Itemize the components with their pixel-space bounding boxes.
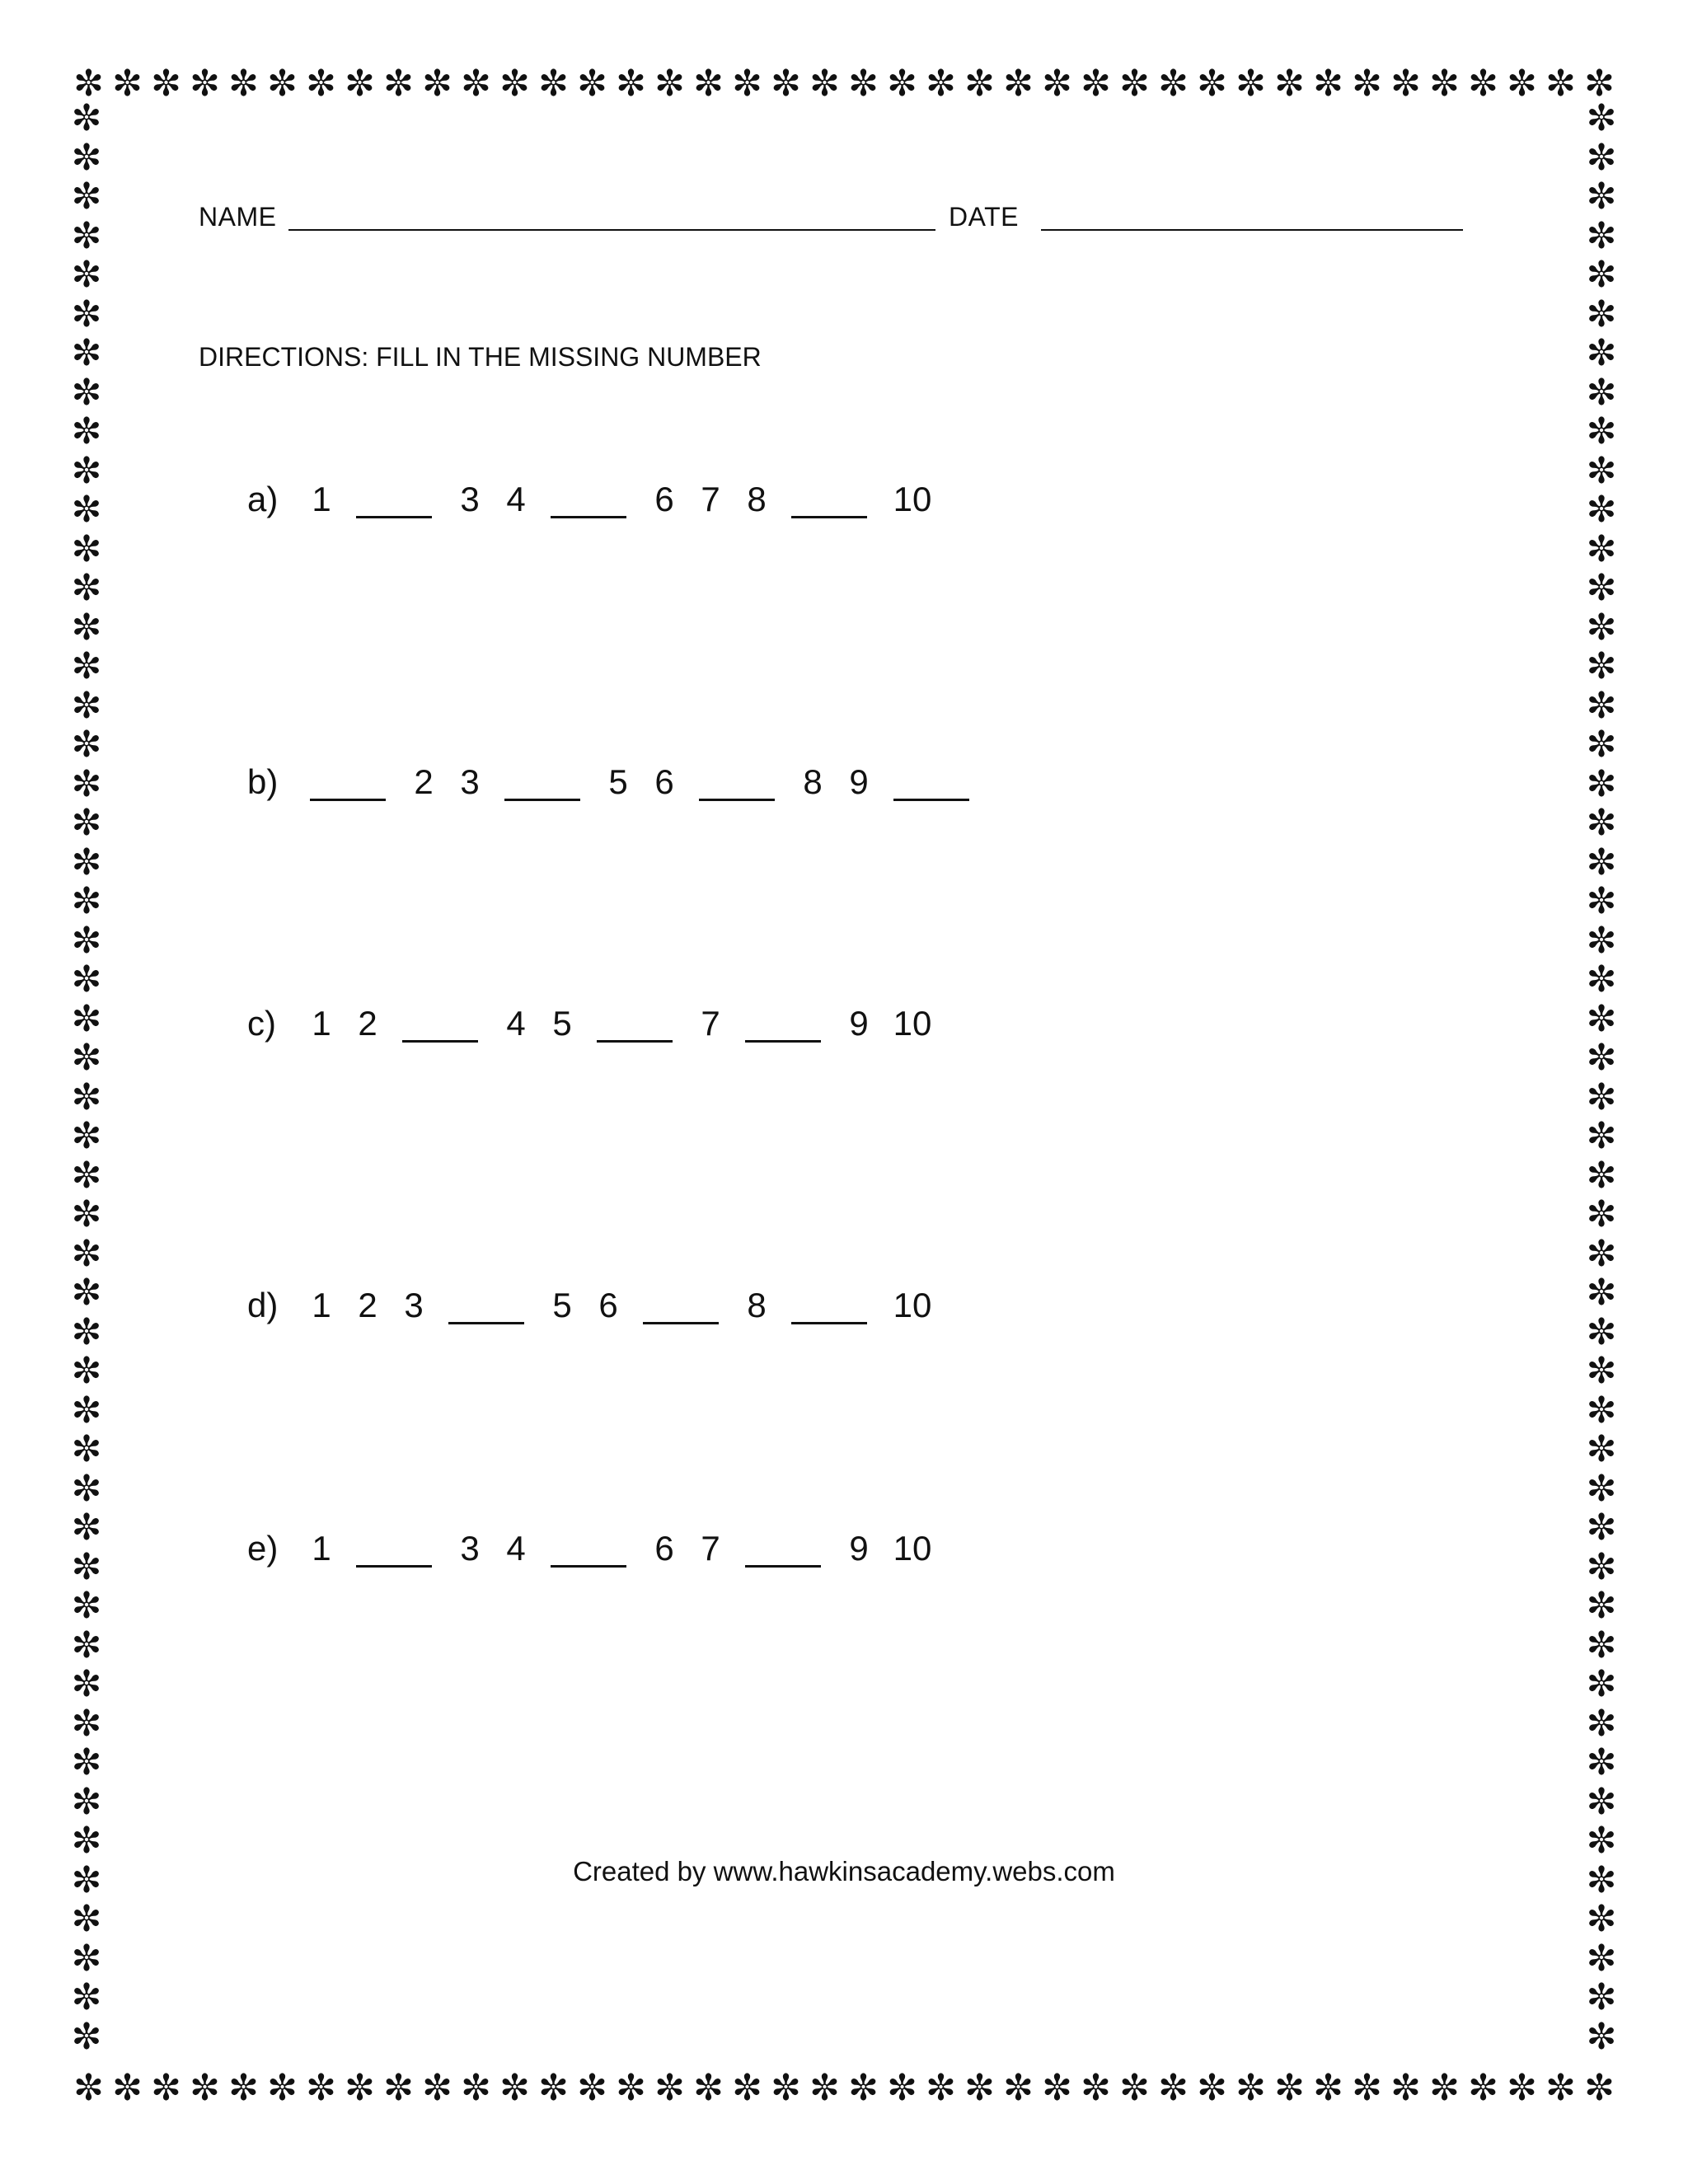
star-ornament-icon: ✼ (228, 66, 259, 104)
star-ornament-icon: ✼ (1586, 2016, 1617, 2057)
star-ornament-icon: ✼ (1586, 1742, 1617, 1783)
star-ornament-icon: ✼ (190, 66, 220, 104)
star-ornament-icon: ✼ (71, 450, 102, 491)
answer-blank[interactable] (551, 1565, 626, 1568)
star-ornament-icon: ✼ (1586, 1311, 1617, 1352)
star-ornament-icon: ✼ (1313, 2070, 1343, 2108)
sequence-number: 7 (701, 480, 720, 518)
star-ornament-icon: ✼ (771, 2070, 801, 2108)
star-ornament-icon: ✼ (71, 1429, 102, 1469)
border-bottom (69, 2070, 1619, 2111)
sequence-number: 7 (701, 1529, 720, 1568)
star-ornament-icon: ✼ (964, 2070, 995, 2108)
star-ornament-icon: ✼ (71, 959, 102, 1000)
star-ornament-icon: ✼ (1586, 881, 1617, 921)
star-ornament-icon: ✼ (1429, 2070, 1460, 2108)
star-ornament-icon: ✼ (71, 1899, 102, 1939)
star-ornament-icon: ✼ (1586, 1468, 1617, 1509)
answer-blank[interactable] (893, 799, 969, 801)
star-ornament-icon: ✼ (71, 881, 102, 921)
star-ornament-icon: ✼ (848, 2070, 879, 2108)
name-field[interactable] (288, 229, 935, 231)
sequence-number: 6 (654, 1529, 674, 1568)
star-ornament-icon: ✼ (71, 1781, 102, 1822)
star-ornament-icon: ✼ (1158, 2070, 1189, 2108)
star-ornament-icon: ✼ (71, 1507, 102, 1548)
star-ornament-icon: ✼ (71, 1311, 102, 1352)
sequence-number: 9 (849, 762, 869, 801)
star-ornament-icon: ✼ (1586, 137, 1617, 178)
star-ornament-icon: ✼ (71, 763, 102, 804)
sequence-number: 1 (312, 480, 331, 518)
star-ornament-icon: ✼ (654, 66, 685, 104)
star-ornament-icon: ✼ (71, 490, 102, 530)
star-ornament-icon: ✼ (1586, 803, 1617, 843)
star-ornament-icon: ✼ (71, 568, 102, 608)
star-ornament-icon: ✼ (71, 1664, 102, 1704)
star-ornament-icon: ✼ (1586, 646, 1617, 687)
star-ornament-icon: ✼ (1586, 1664, 1617, 1704)
star-ornament-icon: ✼ (616, 2070, 646, 2108)
star-ornament-icon: ✼ (71, 2016, 102, 2057)
sequence-number: 4 (506, 480, 526, 518)
star-ornament-icon: ✼ (71, 1272, 102, 1313)
star-ornament-icon: ✼ (71, 1938, 102, 1979)
sequence-number: 9 (849, 1004, 869, 1043)
star-ornament-icon: ✼ (267, 66, 298, 104)
star-ornament-icon: ✼ (577, 2070, 607, 2108)
star-ornament-icon: ✼ (228, 2070, 259, 2108)
star-ornament-icon: ✼ (1586, 1546, 1617, 1587)
star-ornament-icon: ✼ (71, 101, 102, 138)
star-ornament-icon: ✼ (1586, 1272, 1617, 1313)
star-ornament-icon: ✼ (1586, 1194, 1617, 1235)
star-ornament-icon: ✼ (538, 2070, 569, 2108)
star-ornament-icon: ✼ (1586, 411, 1617, 452)
star-ornament-icon: ✼ (71, 998, 102, 1039)
star-ornament-icon: ✼ (71, 646, 102, 687)
star-ornament-icon: ✼ (306, 2070, 336, 2108)
star-ornament-icon: ✼ (71, 1351, 102, 1391)
star-ornament-icon: ✼ (1468, 2070, 1498, 2108)
answer-blank[interactable] (745, 1565, 821, 1568)
sequence-number: 10 (893, 480, 932, 518)
star-ornament-icon: ✼ (1586, 293, 1617, 335)
star-ornament-icon: ✼ (926, 2070, 956, 2108)
star-ornament-icon: ✼ (1586, 1821, 1617, 1861)
sequence-number: 10 (893, 1286, 932, 1324)
star-ornament-icon: ✼ (71, 1468, 102, 1509)
star-ornament-icon: ✼ (616, 66, 646, 104)
star-ornament-icon: ✼ (1197, 66, 1227, 104)
star-ornament-icon: ✼ (693, 66, 724, 104)
star-ornament-icon: ✼ (71, 1155, 102, 1196)
sequence-number: 1 (312, 1286, 331, 1324)
sequence-number: 3 (460, 762, 480, 801)
name-label: NAME (199, 202, 277, 232)
sequence-number: 1 (312, 1004, 331, 1043)
star-ornament-icon: ✼ (1081, 2070, 1111, 2108)
star-ornament-icon: ✼ (1003, 2070, 1034, 2108)
sequence-number: 8 (747, 1286, 767, 1324)
sequence-number: 2 (358, 1004, 377, 1043)
star-ornament-icon: ✼ (1042, 66, 1072, 104)
star-ornament-icon: ✼ (71, 1194, 102, 1235)
sequence-number: 10 (893, 1529, 932, 1568)
star-ornament-icon: ✼ (73, 2070, 104, 2108)
sequence-number: 3 (460, 1529, 480, 1568)
star-ornament-icon: ✼ (71, 803, 102, 843)
star-ornament-icon: ✼ (1119, 2070, 1150, 2108)
star-ornament-icon: ✼ (345, 2070, 375, 2108)
star-ornament-icon: ✼ (732, 2070, 762, 2108)
star-ornament-icon: ✼ (1586, 724, 1617, 765)
star-ornament-icon: ✼ (1586, 255, 1617, 295)
star-ornament-icon: ✼ (693, 2070, 724, 2108)
border-top (69, 66, 1619, 107)
star-ornament-icon: ✼ (1586, 1116, 1617, 1156)
star-ornament-icon: ✼ (306, 66, 336, 104)
star-ornament-icon: ✼ (1584, 66, 1615, 104)
star-ornament-icon: ✼ (887, 2070, 917, 2108)
star-ornament-icon: ✼ (1586, 1899, 1617, 1939)
date-label: DATE (949, 202, 1019, 232)
star-ornament-icon: ✼ (1274, 2070, 1305, 2108)
star-ornament-icon: ✼ (71, 920, 102, 961)
star-ornament-icon: ✼ (1545, 66, 1576, 104)
answer-blank[interactable] (402, 1040, 478, 1043)
sequence-number: 3 (460, 480, 480, 518)
sequence-number: 5 (552, 1286, 572, 1324)
sequence-number: 6 (654, 480, 674, 518)
star-ornament-icon: ✼ (151, 2070, 181, 2108)
answer-blank[interactable] (643, 1322, 719, 1324)
star-ornament-icon: ✼ (964, 66, 995, 104)
star-ornament-icon: ✼ (887, 66, 917, 104)
star-ornament-icon: ✼ (383, 66, 414, 104)
star-ornament-icon: ✼ (1586, 1859, 1617, 1900)
star-ornament-icon: ✼ (1586, 998, 1617, 1039)
star-ornament-icon: ✼ (112, 66, 143, 104)
star-ornament-icon: ✼ (848, 66, 879, 104)
star-ornament-icon: ✼ (1586, 959, 1617, 1000)
sequence-number: 10 (893, 1004, 932, 1043)
star-ornament-icon: ✼ (71, 1390, 102, 1431)
sequence-number: 9 (849, 1529, 869, 1568)
star-ornament-icon: ✼ (1352, 2070, 1382, 2108)
star-ornament-icon: ✼ (1586, 1703, 1617, 1744)
star-ornament-icon: ✼ (422, 2070, 452, 2108)
star-ornament-icon: ✼ (1507, 66, 1537, 104)
star-ornament-icon: ✼ (71, 255, 102, 295)
star-ornament-icon: ✼ (1236, 2070, 1266, 2108)
star-ornament-icon: ✼ (71, 293, 102, 335)
answer-blank[interactable] (356, 516, 432, 518)
sequence-number: 4 (506, 1529, 526, 1568)
star-ornament-icon: ✼ (71, 1977, 102, 2018)
star-ornament-icon: ✼ (1429, 66, 1460, 104)
star-ornament-icon: ✼ (1586, 1233, 1617, 1274)
star-ornament-icon: ✼ (809, 66, 840, 104)
star-ornament-icon: ✼ (1586, 528, 1617, 569)
star-ornament-icon: ✼ (461, 2070, 491, 2108)
sequence-number: 6 (654, 762, 674, 801)
sequence-number: 1 (312, 1529, 331, 1568)
star-ornament-icon: ✼ (1586, 176, 1617, 217)
answer-blank[interactable] (699, 799, 775, 801)
star-ornament-icon: ✼ (1586, 450, 1617, 491)
star-ornament-icon: ✼ (1313, 66, 1343, 104)
star-ornament-icon: ✼ (1586, 685, 1617, 726)
star-ornament-icon: ✼ (1003, 66, 1034, 104)
star-ornament-icon: ✼ (71, 1038, 102, 1078)
footer-credit: Created by www.hawkinsacademy.webs.com (573, 1856, 1115, 1886)
star-ornament-icon: ✼ (1586, 372, 1617, 413)
star-ornament-icon: ✼ (1586, 1624, 1617, 1666)
star-ornament-icon: ✼ (1586, 1155, 1617, 1196)
star-ornament-icon: ✼ (71, 411, 102, 452)
answer-blank[interactable] (448, 1322, 524, 1324)
sequence-number: 5 (552, 1004, 572, 1043)
star-ornament-icon: ✼ (1586, 1977, 1617, 2018)
star-ornament-icon: ✼ (809, 2070, 840, 2108)
star-ornament-icon: ✼ (577, 66, 607, 104)
star-ornament-icon: ✼ (71, 1116, 102, 1156)
star-ornament-icon: ✼ (499, 66, 530, 104)
star-ornament-icon: ✼ (71, 724, 102, 765)
star-ornament-icon: ✼ (71, 1076, 102, 1118)
star-ornament-icon: ✼ (1586, 1429, 1617, 1469)
star-ornament-icon: ✼ (1586, 841, 1617, 883)
answer-blank[interactable] (310, 799, 386, 801)
star-ornament-icon: ✼ (1586, 490, 1617, 530)
star-ornament-icon: ✼ (1119, 66, 1150, 104)
sequence-number: 4 (506, 1004, 526, 1043)
star-ornament-icon: ✼ (71, 528, 102, 569)
problem-label: c) (247, 1004, 276, 1043)
sequence-number: 6 (598, 1286, 618, 1324)
answer-blank[interactable] (791, 1322, 867, 1324)
star-ornament-icon: ✼ (771, 66, 801, 104)
answer-blank[interactable] (551, 516, 626, 518)
star-ornament-icon: ✼ (1081, 66, 1111, 104)
star-ornament-icon: ✼ (112, 2070, 143, 2108)
star-ornament-icon: ✼ (71, 215, 102, 256)
star-ornament-icon: ✼ (1042, 2070, 1072, 2108)
star-ornament-icon: ✼ (926, 66, 956, 104)
star-ornament-icon: ✼ (422, 66, 452, 104)
star-ornament-icon: ✼ (71, 841, 102, 883)
star-ornament-icon: ✼ (461, 66, 491, 104)
star-ornament-icon: ✼ (71, 1703, 102, 1744)
star-ornament-icon: ✼ (71, 176, 102, 217)
answer-blank[interactable] (745, 1040, 821, 1043)
star-ornament-icon: ✼ (383, 2070, 414, 2108)
star-ornament-icon: ✼ (732, 66, 762, 104)
star-ornament-icon: ✼ (1274, 66, 1305, 104)
star-ornament-icon: ✼ (1586, 568, 1617, 608)
star-ornament-icon: ✼ (1586, 1507, 1617, 1548)
star-ornament-icon: ✼ (267, 2070, 298, 2108)
star-ornament-icon: ✼ (1586, 1038, 1617, 1078)
star-ornament-icon: ✼ (1468, 66, 1498, 104)
star-ornament-icon: ✼ (1586, 763, 1617, 804)
answer-blank[interactable] (597, 1040, 673, 1043)
star-ornament-icon: ✼ (1197, 2070, 1227, 2108)
star-ornament-icon: ✼ (71, 333, 102, 373)
star-ornament-icon: ✼ (190, 2070, 220, 2108)
star-ornament-icon: ✼ (1545, 2070, 1576, 2108)
star-ornament-icon: ✼ (654, 2070, 685, 2108)
problem-label: a) (247, 480, 279, 518)
problem-label: d) (247, 1286, 279, 1324)
star-ornament-icon: ✼ (71, 607, 102, 648)
answer-blank[interactable] (504, 799, 580, 801)
star-ornament-icon: ✼ (1352, 66, 1382, 104)
star-ornament-icon: ✼ (1586, 1351, 1617, 1391)
star-ornament-icon: ✼ (71, 372, 102, 413)
star-ornament-icon: ✼ (73, 66, 104, 104)
answer-blank[interactable] (791, 516, 867, 518)
star-ornament-icon: ✼ (538, 66, 569, 104)
directions-text: DIRECTIONS: FILL IN THE MISSING NUMBER (199, 342, 762, 372)
date-field[interactable] (1041, 229, 1463, 231)
border-right (1581, 101, 1622, 2070)
answer-blank[interactable] (356, 1565, 432, 1568)
star-ornament-icon: ✼ (1586, 1938, 1617, 1979)
sequence-number: 5 (608, 762, 628, 801)
star-ornament-icon: ✼ (71, 1233, 102, 1274)
star-ornament-icon: ✼ (1586, 101, 1617, 138)
star-ornament-icon: ✼ (151, 66, 181, 104)
star-ornament-icon: ✼ (1584, 2070, 1615, 2108)
star-ornament-icon: ✼ (1586, 215, 1617, 256)
sequence-number: 3 (404, 1286, 424, 1324)
sequence-number: 8 (747, 480, 767, 518)
star-ornament-icon: ✼ (1586, 333, 1617, 373)
star-ornament-icon: ✼ (1390, 2070, 1421, 2108)
star-ornament-icon: ✼ (1507, 2070, 1537, 2108)
star-ornament-icon: ✼ (1586, 1781, 1617, 1822)
star-ornament-icon: ✼ (1586, 1390, 1617, 1431)
star-ornament-icon: ✼ (71, 1821, 102, 1861)
star-ornament-icon: ✼ (71, 1859, 102, 1900)
sequence-number: 8 (803, 762, 823, 801)
star-ornament-icon: ✼ (71, 1624, 102, 1666)
star-ornament-icon: ✼ (1586, 1586, 1617, 1626)
star-ornament-icon: ✼ (71, 137, 102, 178)
problem-label: b) (247, 762, 279, 801)
star-ornament-icon: ✼ (345, 66, 375, 104)
star-ornament-icon: ✼ (71, 1742, 102, 1783)
problem-label: e) (247, 1529, 279, 1568)
sequence-number: 2 (414, 762, 434, 801)
sequence-number: 2 (358, 1286, 377, 1324)
star-ornament-icon: ✼ (1236, 66, 1266, 104)
star-ornament-icon: ✼ (71, 685, 102, 726)
star-ornament-icon: ✼ (1586, 920, 1617, 961)
star-ornament-icon: ✼ (499, 2070, 530, 2108)
star-ornament-icon: ✼ (1390, 66, 1421, 104)
sequence-number: 7 (701, 1004, 720, 1043)
star-ornament-icon: ✼ (1158, 66, 1189, 104)
star-ornament-icon: ✼ (71, 1546, 102, 1587)
border-left (66, 101, 107, 2070)
star-ornament-icon: ✼ (1586, 1076, 1617, 1118)
star-ornament-icon: ✼ (71, 1586, 102, 1626)
star-ornament-icon: ✼ (1586, 607, 1617, 648)
